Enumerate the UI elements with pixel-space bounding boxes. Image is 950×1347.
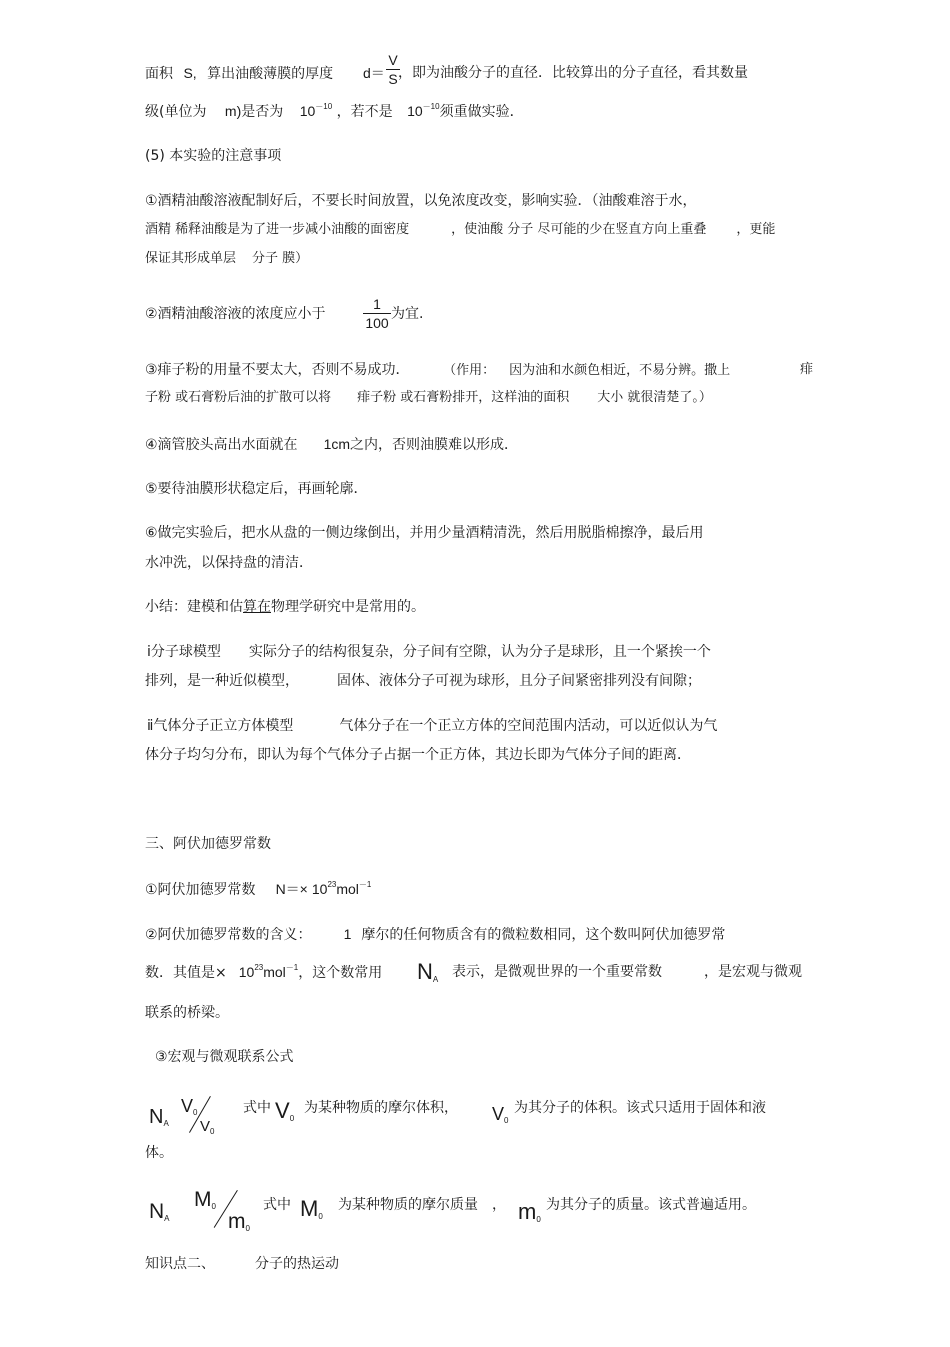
symbol-n: N xyxy=(149,1106,164,1128)
formula-2-na xyxy=(149,1200,170,1228)
text: 知识点二、 xyxy=(145,1256,215,1272)
text: 酒精 稀释油酸是为了进一步减小油酸的面密度 xyxy=(145,222,410,237)
avogadro-meaning-line-1 xyxy=(145,925,725,944)
avogadro-meaning-line-2-tail xyxy=(452,963,802,981)
text: 为某种物质的摩尔质量 xyxy=(338,1197,478,1213)
exponent: 23 xyxy=(254,963,264,972)
text: 10 xyxy=(299,103,316,119)
avogadro-constant xyxy=(145,880,371,901)
formula-2-molar-mass xyxy=(194,1188,216,1216)
exponent: －1 xyxy=(358,880,372,889)
note-5: ⑤要待油膜形状稳定后，再画轮廓． xyxy=(145,481,368,497)
symbol-v: V xyxy=(200,1118,211,1135)
model-2-line-1 xyxy=(147,717,717,735)
text: mol xyxy=(263,964,286,980)
text: N＝× xyxy=(275,881,308,897)
subscript: 0 xyxy=(193,1108,198,1117)
symbol-n: N xyxy=(417,959,433,984)
text: 级(单位为 xyxy=(145,104,207,120)
symbol-v: V xyxy=(275,1098,290,1123)
text: ①阿伏加德罗常数 xyxy=(145,882,256,898)
model-2-line-2: 体分子均匀分布，即认为每个气体分子占据一个正方体，其边长即为气体分子间的距离． xyxy=(145,747,691,763)
text: 排列，是一种近似模型， xyxy=(145,673,299,689)
text: 大小 就很清楚了。） xyxy=(597,390,712,405)
text: （作用： xyxy=(449,363,496,378)
symbol-m: m xyxy=(518,1199,537,1224)
text: ，更能 xyxy=(736,222,776,237)
note-1-line-3 xyxy=(145,250,308,268)
symbol-v: V xyxy=(181,1096,194,1116)
denominator: S xyxy=(388,71,398,87)
text: 实际分子的结构很复杂，分子间有空隙，认为分子是球形，且一个紧挨一个 xyxy=(248,644,711,660)
subscript: 0 xyxy=(504,1116,509,1125)
knowledge-point-2 xyxy=(145,1255,339,1273)
formula-d xyxy=(363,64,385,82)
text: m)是否为 xyxy=(224,103,284,119)
text: S, xyxy=(183,65,197,81)
formula-2-text-a: 式中 xyxy=(263,1197,291,1213)
text: mol xyxy=(336,881,359,897)
line-1-tail xyxy=(398,64,748,82)
exponent: －1 xyxy=(285,963,299,972)
formula-2-m0 xyxy=(300,1195,323,1228)
formula-1-text-b: 为某种物质的摩尔体积， xyxy=(304,1100,458,1116)
formula-1-text-d: 体。 xyxy=(145,1145,173,1161)
formula-1-text-a: 式中 xyxy=(243,1100,271,1116)
formula-1-molecule-volume xyxy=(200,1118,214,1138)
section-3-heading: 三、阿伏加德罗常数 xyxy=(145,836,271,852)
exponent: 23 xyxy=(327,880,337,889)
note-2: ②酒精油酸溶液的浓度应小于 xyxy=(145,306,326,322)
formula-1-na xyxy=(149,1106,169,1132)
symbol-n: N xyxy=(149,1200,165,1223)
subscript: A xyxy=(164,1214,170,1223)
text: 数．其值是× xyxy=(145,965,227,981)
symbol-m: M xyxy=(194,1188,212,1211)
note-3-line-1 xyxy=(145,361,730,380)
text: 摩尔的任何物质含有的微粒数相同，这个数叫阿伏加德罗常 xyxy=(361,927,726,943)
text: 保证其形成单层 xyxy=(145,251,237,266)
text: 子粉 或石膏粉后油的扩散可以将 xyxy=(145,390,332,405)
text: 气体分子在一个正立方体的空间范围内活动，可以近似认为气 xyxy=(339,718,718,734)
note-3-line-1-end: 痱 xyxy=(800,362,814,377)
exponent: －10 xyxy=(422,102,440,111)
symbol-m: m xyxy=(228,1210,246,1233)
model-1-line-1 xyxy=(147,643,711,661)
text: 10 xyxy=(311,881,328,897)
text: ，若不是 xyxy=(336,104,393,120)
numerator: 1 xyxy=(373,296,381,312)
subscript: 0 xyxy=(289,1114,295,1123)
note-6-line-2: 水冲洗，以保持盘的清洁． xyxy=(145,555,313,571)
model-1-line-2 xyxy=(145,672,701,690)
text: 因为油和水颜色相近，不易分辨。撒上 xyxy=(509,363,731,378)
avogadro-meaning-line-2 xyxy=(145,963,382,984)
text: ，使油酸 分子 尽可能的少在竖直方向上重叠 xyxy=(451,222,707,237)
formula-1-molar-volume xyxy=(181,1096,197,1120)
line-area xyxy=(145,64,333,83)
formula-1-v0 xyxy=(275,1097,294,1130)
formula-2-text-d: 为其分子的质量。该式普遍适用。 xyxy=(546,1197,756,1213)
note-2-tail: 为宜. xyxy=(391,306,424,322)
text: 面积 xyxy=(145,66,173,82)
subscript: 0 xyxy=(245,1224,250,1233)
note-3-line-2 xyxy=(145,389,712,407)
text: ，这个数常用 xyxy=(298,965,383,981)
subscript: 0 xyxy=(536,1215,541,1224)
note-6-line-1: ⑥做完实验后，把水从盘的一侧边缘倒出，并用少量酒精清洗，然后用脱脂棉擦净，最后用 xyxy=(145,525,704,541)
formula-1-v0-small xyxy=(492,1102,508,1130)
text: 小结：建模和估 xyxy=(145,599,243,615)
formula-1-text-c: 为其分子的体积。该式只适用于固体和液 xyxy=(514,1100,766,1116)
avogadro-meaning-line-3: 联系的桥梁。 xyxy=(145,1005,229,1021)
formula-2-text-b xyxy=(338,1196,506,1214)
text: d＝ xyxy=(363,65,385,81)
text: 表示，是微观世界的一个重要常数 xyxy=(452,964,662,980)
text: 1 xyxy=(343,926,352,942)
subscript: A xyxy=(163,1119,169,1128)
denominator: 100 xyxy=(365,315,389,331)
subscript: 0 xyxy=(210,1127,215,1136)
text: 固体、液体分子可视为球形，且分子间紧密排列没有间隙； xyxy=(337,673,701,689)
text: 分子的热运动 xyxy=(255,1256,339,1272)
text: ，是宏观与微观 xyxy=(704,964,802,980)
text: 物理学研究中是常用的。 xyxy=(271,599,425,615)
subscript: A xyxy=(432,975,439,984)
text: ⅱ气体分子正立方体模型 xyxy=(147,718,294,734)
formula-2-m0-small xyxy=(518,1198,541,1231)
subscript: 0 xyxy=(211,1202,216,1211)
text: ②阿伏加德罗常数的含义： xyxy=(145,927,312,943)
text: ③痱子粉的用量不要太大，否则不易成功． xyxy=(145,362,410,378)
text: ⅰ分子球模型 xyxy=(147,644,221,660)
text: 痱子粉 或石膏粉排开，这样油的面积 xyxy=(357,390,570,405)
underlined-text: 算在 xyxy=(243,599,271,615)
exponent: －10 xyxy=(315,102,333,111)
line-2 xyxy=(145,102,524,123)
text: 10 xyxy=(238,964,255,980)
note-1-line-2 xyxy=(145,221,775,239)
symbol-v: V xyxy=(492,1104,505,1124)
text: ④滴管胶头高出水面就在 xyxy=(145,437,298,453)
note-1-line-1: ①酒精油酸溶液配制好后，不要长时间放置，以免浓度改变，影响实验．（油酸难溶于水， xyxy=(145,193,697,209)
text: ， xyxy=(492,1197,506,1213)
fraction-1-over-100 xyxy=(363,296,391,331)
symbol-na xyxy=(417,958,438,991)
formula-2-molecule-mass xyxy=(228,1210,250,1238)
text: 10 xyxy=(407,103,423,119)
text: ，即为油酸分子的直径．比较算出的分子直径，看其数量 xyxy=(398,65,748,81)
section-5-heading: (5) 本实验的注意事项 xyxy=(145,148,282,164)
symbol-m: M xyxy=(300,1196,319,1221)
subscript: 0 xyxy=(318,1212,323,1221)
note-4 xyxy=(145,435,518,454)
text: 算出油酸薄膜的厚度 xyxy=(207,66,334,82)
macro-micro-heading: ③宏观与微观联系公式 xyxy=(155,1049,294,1065)
text: 分子 膜） xyxy=(252,251,309,266)
numerator: V xyxy=(388,52,398,68)
summary xyxy=(145,598,425,616)
text: 须重做实验． xyxy=(439,104,524,120)
text: 1cm之内，否则油膜难以形成． xyxy=(323,436,519,452)
